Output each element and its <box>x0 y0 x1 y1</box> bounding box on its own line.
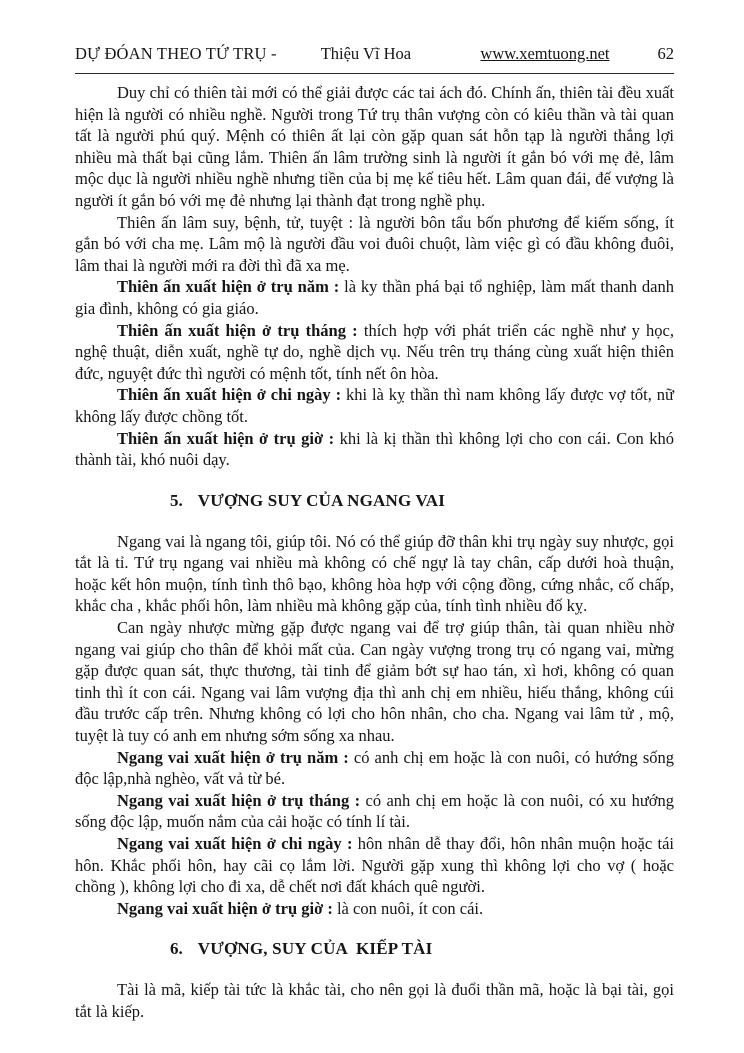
paragraph <box>75 898 674 920</box>
paragraph-text: thích hợp với phát triển các nghề như y học, nghệ thuật, diễn xuất, nghề tự do, nghề dịch vụ. Nếu trên trụ tháng cùng xuất hiện thiên đức, nguyệt đức thì người có mệnh tốt, tính nết ôn hòa. <box>75 320 674 383</box>
paragraph <box>75 979 674 1022</box>
section-heading-6 <box>170 938 674 960</box>
paragraph <box>75 833 674 898</box>
paragraph <box>75 790 674 833</box>
section-heading-5 <box>170 490 674 512</box>
page-header <box>75 0 674 64</box>
paragraph-lead: Thiên ấn xuất hiện ở trụ năm : <box>117 277 340 297</box>
website-link[interactable]: www.xemtuong.net <box>480 44 610 63</box>
author-name: Thiệu Vĩ Hoa <box>320 44 412 63</box>
paragraph-lead: Ngang vai xuất hiện ở trụ tháng : <box>117 790 361 810</box>
paragraph-lead: Thiên ấn xuất hiện ở trụ tháng : <box>117 320 358 340</box>
paragraph <box>75 531 674 617</box>
paragraph-text: là con nuôi, ít con cái. <box>332 898 484 918</box>
paragraph-text: khi là kỵ thần thì nam không lấy được vợ tốt, nữ không lấy được chồng tốt. <box>75 385 674 426</box>
paragraph-text: Can ngày nhược mừng gặp được ngang vai để trợ giúp thân, tài quan nhiều nhờ ngang vai giúp cho thân để khỏi mất của. Can ngày vượng trong trụ có ngang vai, mừng gặp được quan sát, thực thương, tài tinh để giảm bớt sự hao tán, xì hơi, không có quan tinh thì ít con cái. Ngang vai lâm vượng địa thì anh chị em nhiều, hiếu thắng, không cúi đầu trước cấp trên. Nhưng không có lợi cho hôn nhân, cho cha. Ngang vai lâm tử , mộ, tuyệt là tuy có anh em nhưng sớm sống xa nhau. <box>75 618 674 746</box>
section-title: VƯỢNG SUY CỦA NGANG VAI <box>197 490 446 510</box>
page-content <box>75 74 674 1023</box>
paragraph-text: có anh chị em hoặc là con nuôi, có hướng sống độc lập,nhà nghèo, vất vả từ bé. <box>75 747 675 789</box>
paragraph <box>75 747 674 790</box>
paragraph-text: Ngang vai là ngang tôi, giúp tôi. Nó có thể giúp đỡ thân khi trụ ngày suy nhược, gọi tắt là tỉ. Tứ trụ ngang vai nhiều mà không có chế ngự là tay chân, cấp dưới hoà thuận, hoặc kết hôn muộn, tính tình thô bạo, không hòa hợp với cộng đồng, cứng nhắc, cố chấp, khắc cha , khắc phối hôn, làm nhiều mà không gặp của, tính tình nhiều đố kỵ. <box>75 531 674 616</box>
paragraph-text: Tài là mã, kiếp tài tức là khắc tài, cho nên gọi là đuổi thần mã, hoặc là bại tài, gọi tắt là kiếp. <box>75 980 674 1021</box>
paragraph-text: khi là kị thần thì không lợi cho con cái. Con khó thành tài, khó nuôi dạy. <box>75 428 674 470</box>
paragraph-text: hôn nhân dễ thay đổi, hôn nhân muộn hoặc tái hôn. Khắc phối hôn, hay cãi cọ lắm lời. Người gặp xung thì không lợi cho vợ ( hoặc chồng ), không lợi cho đi xa, dễ chết nơi đất khách quê người. <box>75 834 675 897</box>
paragraph-text: có anh chị em hoặc là con nuôi, có xu hướng sống độc lập, muốn nắm của cải hoặc có tính lí tài. <box>75 790 674 832</box>
book-title: DỰ ĐÓAN THEO TỨ TRỤ - <box>75 44 277 63</box>
page-number: 62 <box>657 44 674 63</box>
paragraph <box>75 428 674 471</box>
paragraph-text: Thiên ấn lâm suy, bệnh, tử, tuyệt : là người bôn tẩu bốn phương để kiếm sống, ít gắn bó với cha mẹ. Lâm mộ là người đầu voi đuôi chuột, làm việc gì có đầu không đuôi, lâm thai là người mới ra đời thì đã xa mẹ. <box>75 212 674 275</box>
paragraph-lead: Ngang vai xuất hiện ở chi ngày : <box>117 834 353 853</box>
paragraph-text: Duy chỉ có thiên tài mới có thể giải được các tai ách đó. Chính ấn, thiên tài đều xuất hiện là người có nhiều nghề. Người trong Tứ trụ thân vượng còn có kiêu thần và tài quan tất là người phú quý. Mệnh có thiên ất lại còn gặp quan sát hỗn tạp là người thắng lợi nhiều mà thất bại cũng lắm. Thiên ấn lâm trường sinh là người ít gắn bó với mẹ đẻ, lâm mộc dục là người nhiều nghề nhưng tiền của bị mẹ kế tiêu hết. Lâm quan đái, đế vượng là người ít gắn bó với mẹ đẻ nhưng lại thành đạt trong nghề phụ. <box>75 83 674 210</box>
paragraph <box>75 276 674 319</box>
paragraph-lead: Ngang vai xuất hiện ở trụ năm : <box>117 747 349 767</box>
section-number: 6. <box>170 939 183 959</box>
paragraph-text: là ky thần phá bại tổ nghiệp, làm mất thanh danh gia đình, không có gia giáo. <box>75 277 674 318</box>
paragraph-lead: Thiên ấn xuất hiện ở trụ giờ : <box>117 428 335 448</box>
paragraph <box>75 384 674 427</box>
paragraph <box>75 212 674 277</box>
paragraph-lead: Thiên ấn xuất hiện ở chi ngày : <box>117 385 342 405</box>
section-title: VƯỢNG, SUY CỦA KIẾP TÀI <box>197 939 433 959</box>
paragraph-lead: Ngang vai xuất hiện ở trụ giờ : <box>117 898 333 918</box>
section-number: 5. <box>170 490 183 510</box>
paragraph <box>75 320 674 385</box>
paragraph <box>75 617 674 747</box>
paragraph <box>75 82 674 212</box>
